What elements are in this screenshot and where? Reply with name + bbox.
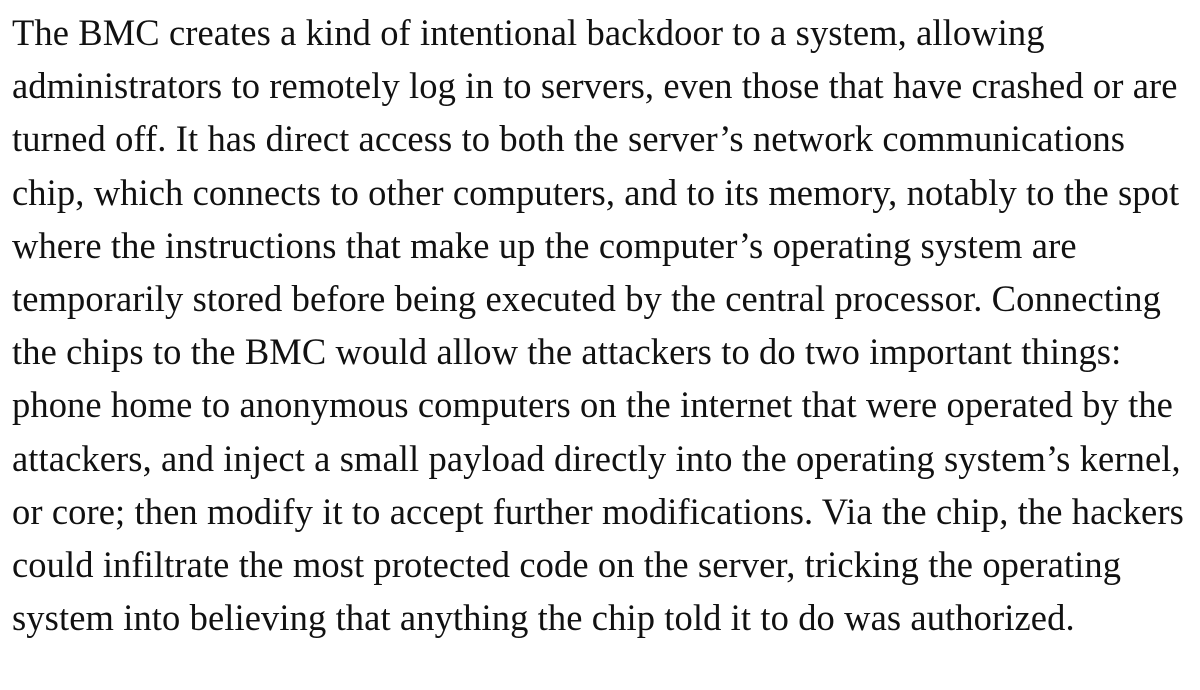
article-body bbox=[12, 6, 1186, 644]
body-paragraph: The BMC creates a kind of intentional backdoor to a system, allowing administrators to remotely log in to servers, even those that have crashed or are turned off. It has direct access to both the server’s network communications chip, which connects to other computers, and to its memory, notably to the spot where the instructions that make up the computer’s operating system are temporarily stored before being executed by the central processor. Connecting the chips to the BMC would allow the attackers to do two important things: phone home to anonymous computers on the internet that were operated by the attackers, and inject a small payload directly into the operating system’s kernel, or core; then modify it to accept further modifications. Via the chip, the hackers could infiltrate the most protected code on the server, tricking the operating system into believing that anything the chip told it to do was authorized. bbox=[12, 12, 1184, 639]
